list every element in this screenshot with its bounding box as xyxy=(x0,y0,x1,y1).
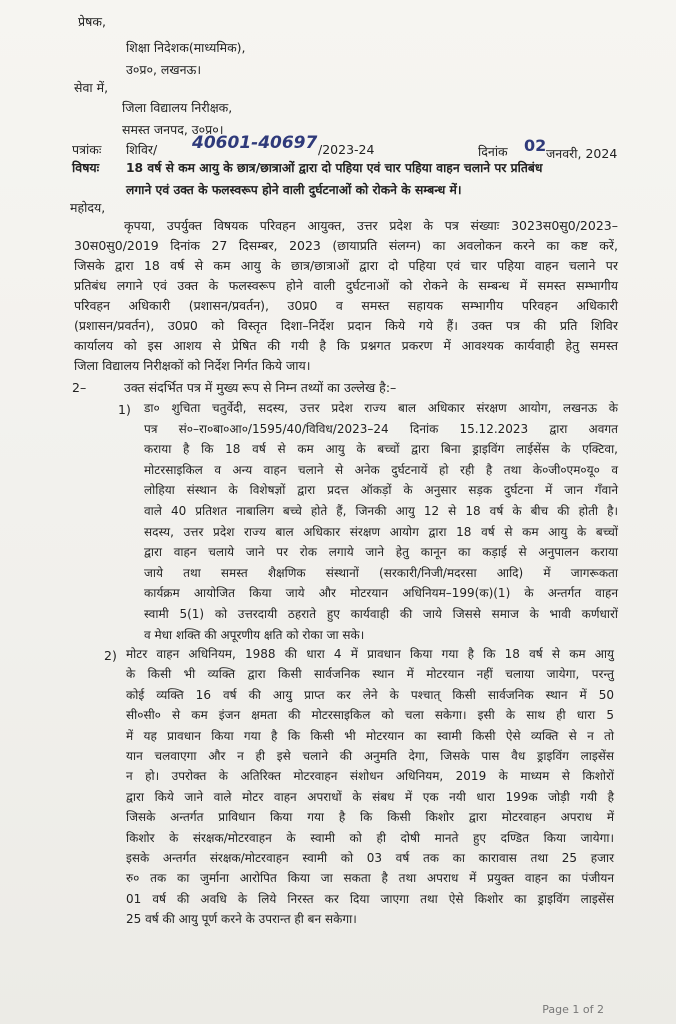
point2-line: द्वारा किये जाने वाले मोटर वाहन अपराधों के संबध में एक नयी धारा 199क जोड़ी गयी है xyxy=(126,789,614,804)
point1-line: कार्यक्रम आयोजित किया जाये और मोटरयान अधिनियम–199(क)(1) के अन्तर्गत वाहन xyxy=(144,586,618,601)
point2-line: कोई व्यक्ति 16 वर्ष की आयु प्राप्त कर लेने के पश्चात् किसी सार्वजनिक स्थान में 50 xyxy=(126,687,614,702)
salutation: महोदय, xyxy=(70,200,106,215)
point2-line: किशोर के संरक्षक/मोटरवाहन के स्वामी को ही दोषी मानते हुए दण्डित किया जायेगा। xyxy=(126,830,614,845)
para1-line: परिवहन अधिकारी (प्रशासन/प्रवर्तन), उ0प्र0 व समस्त सहायक सम्भागीय परिवहन अधिकारी xyxy=(74,298,618,313)
point-1 xyxy=(144,398,618,645)
point2-line: 01 वर्ष की अवधि के लिये निरस्त कर दिया जाएगा तथा ऐसे किशोर का ड्राइविंग लाइसेंस xyxy=(126,891,614,906)
subject-line-2: लगाने एवं उक्त के फलस्वरूप होने वाली दुर्घटनाओं को रोकने के सम्बन्ध में। xyxy=(126,183,462,197)
para1-line: जिसके द्वारा 18 वर्ष से कम आयु के छात्र/छात्राओं द्वारा दो पहिया एवं चार पहिया वाहन चलाने पर xyxy=(74,258,618,273)
ref-handwritten-number: 40601-40697 xyxy=(192,133,318,153)
date-label: दिनांक xyxy=(478,144,508,159)
point1-line: जाये तथा समस्त शैक्षणिक संस्थानों (सरकारी/निजी/मदरसा आदि) में जागरूकता xyxy=(144,565,618,580)
para2-number: 2– xyxy=(72,380,87,395)
sender-line-2: उ०प्र०, लखनऊ। xyxy=(126,62,202,77)
para1-line: कृपया, उपर्युक्त विषयक परिवहन आयुक्त, उत्तर प्रदेश के पत्र संख्याः 3023स0सु0/2023– xyxy=(124,218,618,233)
paragraph-1 xyxy=(74,216,618,376)
recipient-line-2: समस्त जनपद, उ०प्र०। xyxy=(122,122,224,137)
ref-label: पत्रांकः xyxy=(72,142,102,157)
to-label: सेवा में, xyxy=(74,80,109,95)
point2-line: मोटर वाहन अधिनियम, 1988 की धारा 4 में प्रावधान किया गया है कि 18 वर्ष से कम आयु xyxy=(126,647,614,661)
date-rest: जनवरी, 2024 xyxy=(546,146,618,161)
point1-line: द्वारा वाहन चलाये जाने पर रोक लगाये जाने हेतु कानून का कड़ाई से अनुपालन कराया xyxy=(144,545,618,560)
point-2 xyxy=(126,644,614,930)
subject-label: विषयः xyxy=(72,160,100,175)
para2-intro: उक्त संदर्भित पत्र में मुख्य रूप से निम्न तथ्यों का उल्लेख है:– xyxy=(124,380,397,395)
point2-line: जिसके अन्तर्गत प्राविधान किया गया है कि किसी किशोर द्वारा मोटरवाहन अपराध में xyxy=(126,810,614,825)
point2-line: न हो। उपरोक्त के अतिरिक्त मोटरवाहन संशोधन अधिनियम, 2019 के माध्यम से किशोरों xyxy=(126,769,614,784)
point1-line: वाले 40 प्रतिशत नाबालिग बच्चे होते हैं, जिनकी आयु 12 से 18 वर्ष के बीच की होती है। xyxy=(144,503,618,518)
ref-suffix: /2023-24 xyxy=(318,142,375,157)
recipient-line-1: जिला विद्यालय निरीक्षक, xyxy=(122,100,233,115)
para1-line: कार्यालय को इस आशय से प्रेषित की गयी है कि प्रश्नगत प्रकरण में आवश्यक कार्यवाही हेतु समस्त xyxy=(74,338,618,353)
point1-line: कराया है कि 18 वर्ष से कम आयु के बच्चों द्वारा बिना ड्राइविंग लाईसेंस के एक्टिवा, xyxy=(144,442,618,457)
ref-prefix: शिविर/ xyxy=(126,142,158,157)
sender-line-1: शिक्षा निदेशक(माध्यमिक), xyxy=(126,40,246,55)
point1-line: लोहिया संस्थान के विशेषज्ञों द्वारा प्रदत्त ऑकड़ों के अनुसार सड़क दुर्घटना में जान गँवाने xyxy=(144,483,618,498)
para1-line: (प्रशासन/प्रवर्तन), उ0प्र0 को विस्तृत दिशा–निर्देश प्रदान किये गये हैं। उक्त पत्र की प्रति शिविर xyxy=(74,318,618,333)
page-footer: Page 1 of 2 xyxy=(542,1003,604,1016)
point2-line: में यह प्रावधान किया गया है कि किसी भी मोटरयान का स्वामी किसी ऐसे व्यक्ति से न तो xyxy=(126,728,614,743)
point2-line: यान चलवाएगा और न ही इसे चलाने की अनुमति देगा, जिसके पास वैध ड्राइविंग लाइसेंस xyxy=(126,749,614,764)
para1-line: प्रतिबंध लगाने एवं उक्त के फलस्वरूप होने वाली दुर्घटनाओं को रोकने के सम्बन्ध में समस्त सम्भागीय xyxy=(74,278,618,293)
point2-number: 2) xyxy=(104,648,117,663)
point1-line: मोटरसाइकिल व अन्य वाहन चलाने से अनेक दुर्घटनायें हो रही है तथा के०जी०एम०यू० व xyxy=(144,462,618,477)
subject-line-1: 18 वर्ष से कम आयु के छात्र/छात्राओं द्वारा दो पहिया एवं चार पहिया वाहन चलाने पर प्रतिबंध xyxy=(126,161,543,175)
para1-line: 30स0सु0/2019 दिनांक 27 दिसम्बर, 2023 (छायाप्रति संलग्न) का अवलोकन करने का कष्ट करें, xyxy=(74,238,618,253)
point1-line: सदस्य, उत्तर प्रदेश राज्य बाल अधिकार संरक्षण आयोग द्वारा 18 वर्ष से कम आयु के बच्चों xyxy=(144,524,618,539)
point2-line: 25 वर्ष की आयु पूर्ण करने के उपरान्त ही बन सकेगा। xyxy=(126,912,357,927)
para1-line: जिला विद्यालय निरीक्षकों को निर्देश निर्गत किये जाय। xyxy=(74,358,311,373)
sender-label: प्रेषक, xyxy=(78,14,106,29)
point1-line: व मेधा शक्ति की अपूरणीय क्षति को रोका जा सके। xyxy=(144,627,365,642)
point1-line: स्वामी 5(1) को उत्तरदायी ठहराते हुए कार्यवाही की जाये जिससे समाज के भावी कर्णधारों xyxy=(144,606,618,621)
point2-line: रु० तक का जुर्माना आरोपित किया जा सकता है तथा अपराध में प्रयुक्त वाहन का पंजीयन xyxy=(126,871,614,886)
point2-line: के किसी भी व्यक्ति द्वारा किसी सार्वजनिक स्थान में मोटरयान नहीं चलाया जायेगा, परन्तु xyxy=(126,667,614,682)
point1-number: 1) xyxy=(118,402,131,417)
point1-line: पत्र सं०–रा०बा०आ०/1595/40/विविध/2023–24 दिनांक 15.12.2023 द्वारा अवगत xyxy=(144,421,618,436)
point2-line: सी०सी० से कम इंजन क्षमता की मोटरसाइकिल को चला सकेगा। इसी के साथ ही धारा 5 xyxy=(126,708,614,723)
point1-line: डा० शुचिता चतुर्वेदी, सदस्य, उत्तर प्रदेश राज्य बाल अधिकार संरक्षण आयोग, लखनऊ के xyxy=(144,401,618,415)
date-handwritten-day: 02 xyxy=(524,136,547,155)
point2-line: इसके अन्तर्गत संरक्षक/मोटरवाहन स्वामी को 03 वर्ष तक का कारावास तथा 25 हजार xyxy=(126,851,614,866)
